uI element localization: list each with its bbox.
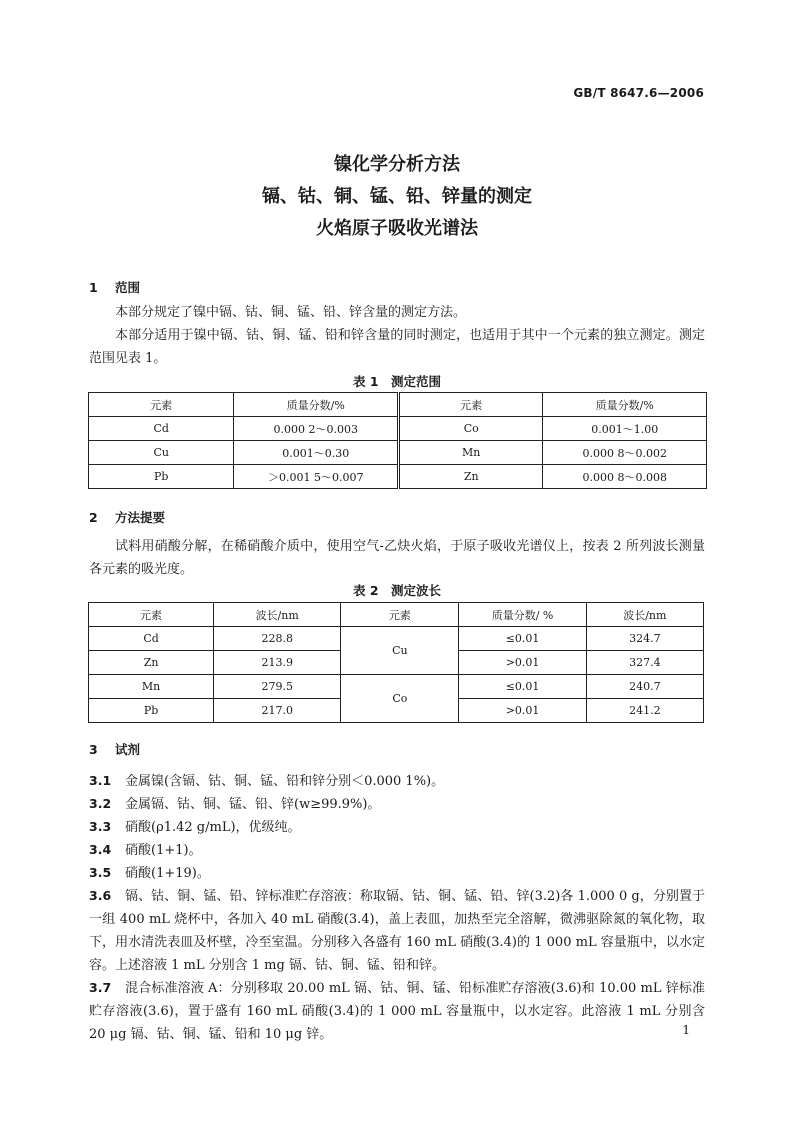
section-2-number: 2	[89, 510, 98, 525]
reagent-item-text: 金属镉、钴、铜、锰、铅、锌(w≥99.9%)。	[125, 797, 381, 812]
reagent-item-text: 金属镍(含镉、钴、铜、锰、铅和锌分别＜0.000 1%)。	[125, 774, 445, 789]
table-cell: 228.8	[214, 627, 341, 651]
table-cell: 0.000 2～0.003	[234, 417, 398, 441]
standard-number: GB/T 8647.6—2006	[573, 86, 704, 100]
reagent-item-3-1	[89, 769, 705, 793]
table-cell: 0.001～1.00	[543, 417, 707, 441]
table-cell: Zn	[89, 651, 214, 675]
table-cell: ≤0.01	[459, 675, 586, 699]
title-line-3: 火焰原子吸收光谱法	[316, 218, 478, 239]
section-2-paragraph-1: 试料用硝酸分解，在稀硝酸介质中，使用空气-乙炔火焰，于原子吸收光谱仪上，按表 2 所列波长测量各元素的吸光度。	[89, 539, 705, 577]
reagent-item-3-2	[89, 792, 705, 816]
title-line-1: 镍化学分析方法	[334, 154, 460, 175]
reagent-item-text: 混合标准溶液 A：分别移取 20.00 mL 镉、钴、铜、锰、铅标准贮存溶液(3.6)和 10.00 mL 锌标准贮存溶液(3.6)，置于盛有 160 mL 硝酸(3.4)的 1 000 mL 容量瓶中，以水定容。此溶液 1 mL 分别含 20 μg 镉、钴、铜、锰、铅和 10 μg 锌。	[89, 981, 705, 1042]
table-1-header-row	[89, 393, 707, 417]
table-cell: Zn	[398, 465, 543, 489]
table-header-cell: 波长/nm	[586, 603, 703, 627]
table-cell: ＞0.001 5～0.007	[234, 465, 398, 489]
page-number: 1	[682, 1023, 690, 1037]
reagent-item-3-6	[89, 884, 705, 977]
table-row	[89, 627, 704, 651]
table-cell-group-element: Cu	[341, 627, 459, 675]
table-cell: 240.7	[586, 675, 703, 699]
table-cell: >0.01	[459, 651, 586, 675]
table-2-caption: 表 2 测定波长	[352, 583, 442, 598]
reagent-item-3-3	[89, 815, 705, 839]
table-header-cell: 元素	[89, 603, 214, 627]
section-1-paragraph-2: 本部分适用于镍中镉、钴、铜、锰、铅和锌含量的同时测定，也适用于其中一个元素的独立测定。测定范围见表 1。	[89, 328, 705, 366]
reagent-item-number: 3.2	[89, 796, 112, 811]
table-cell: 241.2	[586, 699, 703, 723]
table-header-cell: 质量分数/ %	[459, 603, 586, 627]
reagent-item-3-5	[89, 861, 705, 885]
table-header-cell: 质量分数/%	[234, 393, 398, 417]
table-cell: 217.0	[214, 699, 341, 723]
table-cell: ≤0.01	[459, 627, 586, 651]
section-3-number: 3	[89, 742, 98, 757]
table-header-cell: 元素	[398, 393, 543, 417]
title-line-2: 镉、钴、铜、锰、铅、锌量的测定	[262, 186, 532, 207]
section-1-paragraph-1: 本部分规定了镍中镉、钴、铜、锰、铅、锌含量的测定方法。	[115, 305, 467, 320]
table-cell: Pb	[89, 465, 234, 489]
table-row	[89, 441, 707, 465]
table-1-caption: 表 1 测定范围	[352, 374, 442, 389]
table-2-header-row	[89, 603, 704, 627]
reagent-item-number: 3.4	[89, 842, 112, 857]
table-cell: 0.001～0.30	[234, 441, 398, 465]
reagent-item-text: 镉、钴、铜、锰、铅、锌标准贮存溶液：称取镉、钴、铜、锰、铅、锌(3.2)各 1.000 0 g，分别置于一组 400 mL 烧杯中，各加入 40 mL 硝酸(3.4)，盖上表皿，加热至完全溶解，微沸驱除氮的氧化物，取下，用水清洗表皿及杯壁，冷至室温。分别移入各盛有 160 mL 硝酸(3.4)的 1 000 mL 容量瓶中，以水定容。上述溶液 1 mL 分别含 1 mg 镉、钴、铜、锰、铅和锌。	[89, 889, 705, 973]
section-2-title: 方法提要	[115, 510, 166, 525]
table-row	[89, 465, 707, 489]
section-3-heading	[89, 740, 140, 758]
table-cell: Pb	[89, 699, 214, 723]
table-cell: >0.01	[459, 699, 586, 723]
table-1-measurement-range	[88, 392, 707, 489]
table-2-measurement-wavelength	[88, 602, 704, 723]
table-cell: Co	[398, 417, 543, 441]
reagent-item-number: 3.7	[89, 980, 112, 995]
table-cell: Cd	[89, 417, 234, 441]
reagent-item-number: 3.6	[89, 888, 112, 903]
table-cell-group-element: Co	[341, 675, 459, 723]
reagent-item-number: 3.5	[89, 865, 112, 880]
section-2-heading	[89, 508, 165, 526]
reagent-item-3-4	[89, 838, 705, 862]
section-1-title: 范围	[115, 280, 141, 295]
table-cell: 279.5	[214, 675, 341, 699]
table-cell: 213.9	[214, 651, 341, 675]
table-header-cell: 质量分数/%	[543, 393, 707, 417]
table-header-cell: 元素	[341, 603, 459, 627]
reagent-item-text: 硝酸(ρ1.42 g/mL)，优级纯。	[125, 820, 301, 835]
table-cell: Cd	[89, 627, 214, 651]
reagent-item-text: 硝酸(1+1)。	[125, 843, 202, 858]
table-cell: 0.000 8～0.008	[543, 465, 707, 489]
reagent-item-text: 硝酸(1+19)。	[125, 866, 210, 881]
table-cell: Cu	[89, 441, 234, 465]
table-cell: Mn	[89, 675, 214, 699]
table-cell: 327.4	[586, 651, 703, 675]
section-1-number: 1	[89, 280, 98, 295]
reagent-item-number: 3.3	[89, 819, 112, 834]
table-cell: 324.7	[586, 627, 703, 651]
reagent-item-number: 3.1	[89, 773, 112, 788]
table-header-cell: 元素	[89, 393, 234, 417]
table-cell: Mn	[398, 441, 543, 465]
table-header-cell: 波长/nm	[214, 603, 341, 627]
table-row	[89, 417, 707, 441]
table-row	[89, 675, 704, 699]
section-1-heading	[89, 278, 140, 296]
table-cell: 0.000 8～0.002	[543, 441, 707, 465]
reagent-item-3-7	[89, 976, 705, 1046]
section-3-title: 试剂	[115, 742, 141, 757]
